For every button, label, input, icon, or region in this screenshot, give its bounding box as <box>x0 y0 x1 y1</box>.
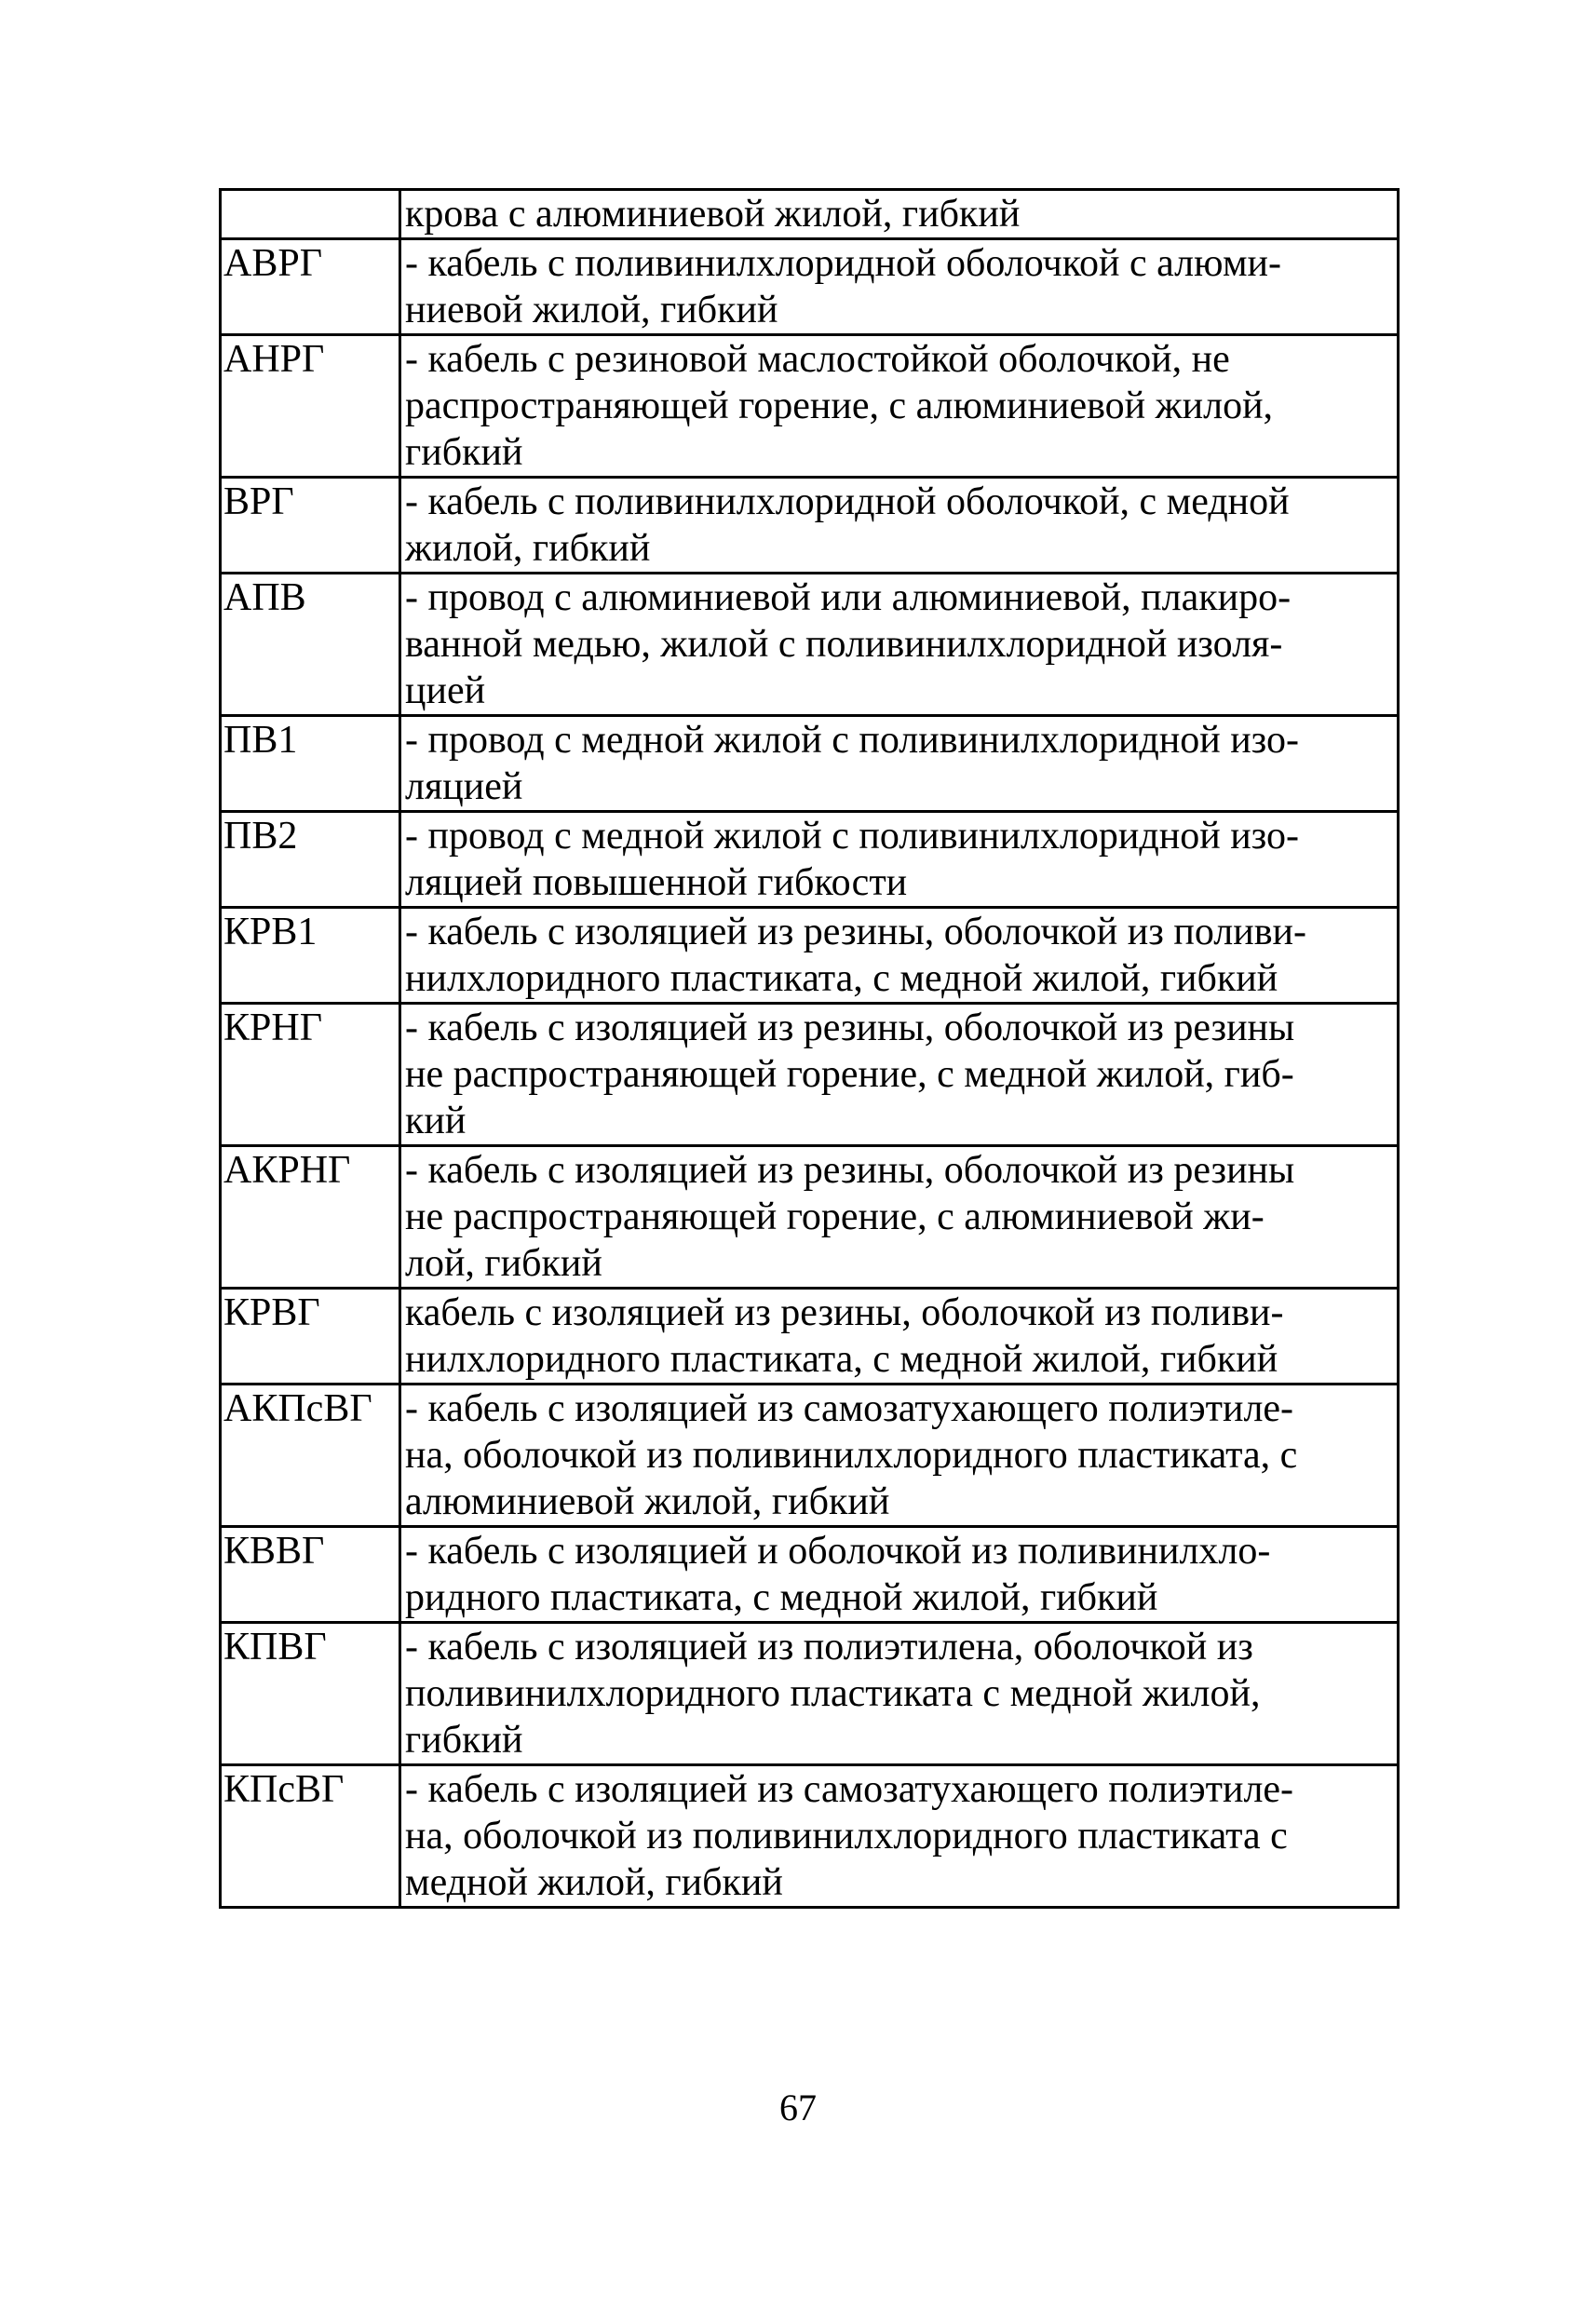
cable-code-cell: КРНГ <box>221 1004 400 1146</box>
table-row <box>221 190 1399 239</box>
table-row <box>221 908 1399 1004</box>
description-line: - кабель с резиновой маслостойкой оболочкой, не <box>405 338 1230 381</box>
description-line: нилхлоридного пластиката, с медной жилой, гибкий <box>405 1338 1278 1381</box>
cable-designation-table <box>219 188 1400 1909</box>
cable-code-cell: ВРГ <box>221 478 400 574</box>
cable-code-cell: АНРГ <box>221 335 400 478</box>
cable-description-cell <box>400 190 1399 239</box>
table-row <box>221 1765 1399 1908</box>
description-line: - кабель с изоляцией из самозатухающего полиэтиле- <box>405 1387 1294 1430</box>
description-line: - кабель с изоляцией из полиэтилена, оболочкой из <box>405 1626 1253 1668</box>
table-row <box>221 1004 1399 1146</box>
cable-description-cell <box>400 1004 1399 1146</box>
description-line: медной жилой, гибкий <box>405 1861 783 1904</box>
cable-code-cell <box>221 190 400 239</box>
cable-description-cell <box>400 1289 1399 1385</box>
table-row <box>221 1289 1399 1385</box>
table-row <box>221 239 1399 335</box>
cable-code-cell: АКРНГ <box>221 1146 400 1289</box>
description-line: - кабель с изоляцией из резины, оболочкой из резины <box>405 1006 1295 1049</box>
description-line: гибкий <box>405 431 523 474</box>
cable-description-cell <box>400 335 1399 478</box>
table-row <box>221 335 1399 478</box>
cable-code-cell: КПВГ <box>221 1623 400 1765</box>
cable-code-cell: КПсВГ <box>221 1765 400 1908</box>
cable-code-cell: АВРГ <box>221 239 400 335</box>
description-line: ридного пластиката, с медной жилой, гибкий <box>405 1576 1158 1619</box>
cable-description-cell <box>400 908 1399 1004</box>
cable-code-cell: АКПсВГ <box>221 1385 400 1527</box>
table-row <box>221 1527 1399 1623</box>
description-line: распространяющей горение, с алюминиевой жилой, <box>405 385 1274 427</box>
cable-code-cell: ПВ2 <box>221 812 400 908</box>
description-line: - провод с медной жилой с поливинилхлоридной изо- <box>405 815 1300 858</box>
cable-description-cell <box>400 716 1399 812</box>
description-line: на, оболочкой из поливинилхлоридного пластиката с <box>405 1815 1288 1857</box>
description-line: ванной медью, жилой с поливинилхлоридной изоля- <box>405 623 1283 666</box>
cable-description-cell <box>400 1765 1399 1908</box>
cable-description-cell <box>400 478 1399 574</box>
description-line: поливинилхлоридного пластиката с медной жилой, <box>405 1672 1261 1715</box>
description-line: крова с алюминиевой жилой, гибкий <box>405 193 1021 236</box>
description-line: - кабель с изоляцией из самозатухающего полиэтиле- <box>405 1768 1294 1811</box>
description-line: кабель с изоляцией из резины, оболочкой из поливи- <box>405 1291 1284 1334</box>
description-line: - кабель с поливинилхлоридной оболочкой с алюми- <box>405 242 1281 285</box>
cable-description-cell <box>400 574 1399 716</box>
cable-code-cell: ПВ1 <box>221 716 400 812</box>
table-row <box>221 812 1399 908</box>
description-line: - провод с медной жилой с поливинилхлоридной изо- <box>405 719 1300 762</box>
description-line: - кабель с изоляцией из резины, оболочкой из поливи- <box>405 911 1306 953</box>
cable-description-cell <box>400 1146 1399 1289</box>
table-row <box>221 1146 1399 1289</box>
cable-description-cell <box>400 239 1399 335</box>
cable-code-cell: АПВ <box>221 574 400 716</box>
description-line: - кабель с поливинилхлоридной оболочкой, с медной <box>405 480 1290 523</box>
cable-code-cell: КРВ1 <box>221 908 400 1004</box>
table-body <box>221 190 1399 1908</box>
description-line: не распространяющей горение, с медной жилой, гиб- <box>405 1053 1294 1096</box>
description-line: ниевой жилой, гибкий <box>405 289 778 331</box>
description-line: алюминиевой жилой, гибкий <box>405 1480 890 1523</box>
description-line: цией <box>405 669 486 712</box>
table-row <box>221 478 1399 574</box>
table-row <box>221 574 1399 716</box>
description-line: ляцией <box>405 765 523 808</box>
cable-description-cell <box>400 1623 1399 1765</box>
description-line: - кабель с изоляцией из резины, оболочкой из резины <box>405 1149 1295 1192</box>
cable-code-cell: КВВГ <box>221 1527 400 1623</box>
cable-description-cell <box>400 1385 1399 1527</box>
cable-code-cell: КРВГ <box>221 1289 400 1385</box>
description-line: лой, гибкий <box>405 1242 602 1285</box>
table-row <box>221 716 1399 812</box>
description-line: - провод с алюминиевой или алюминиевой, плакиро- <box>405 576 1292 619</box>
table-row <box>221 1385 1399 1527</box>
description-line: гибкий <box>405 1719 523 1762</box>
description-line: не распространяющей горение, с алюминиевой жи- <box>405 1196 1265 1238</box>
description-line: жилой, гибкий <box>405 527 651 570</box>
cable-description-cell <box>400 812 1399 908</box>
table-row <box>221 1623 1399 1765</box>
description-line: кий <box>405 1100 467 1142</box>
description-line: - кабель с изоляцией и оболочкой из поливинилхло- <box>405 1530 1271 1573</box>
description-line: ляцией повышенной гибкости <box>405 861 908 904</box>
cable-description-cell <box>400 1527 1399 1623</box>
description-line: нилхлоридного пластиката, с медной жилой, гибкий <box>405 957 1278 1000</box>
page-number: 67 <box>779 2087 817 2128</box>
description-line: на, оболочкой из поливинилхлоридного пластиката, с <box>405 1434 1298 1477</box>
